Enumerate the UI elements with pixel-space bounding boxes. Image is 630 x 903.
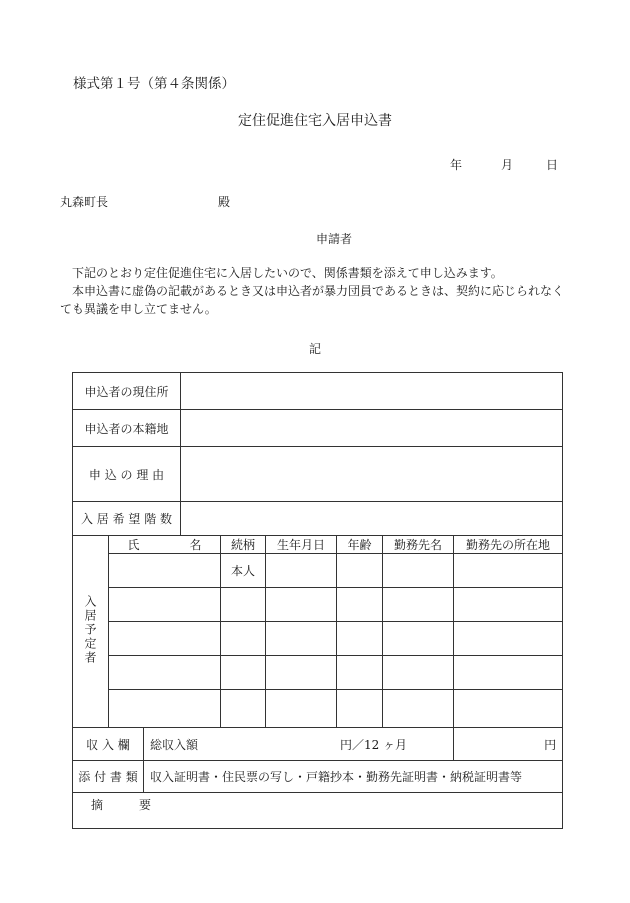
age-header: 年齢 [337, 536, 383, 554]
occupant-name-cell[interactable] [109, 588, 221, 622]
yen-label: 円 [454, 728, 563, 761]
occupant-name-cell[interactable] [109, 554, 221, 588]
occupant-employer-cell[interactable] [383, 656, 454, 690]
occupant-employer-address-cell[interactable] [454, 656, 563, 690]
occupant-birthdate-cell[interactable] [266, 588, 337, 622]
body-text [60, 264, 570, 318]
attachments-label: 添 付 書 類 [73, 761, 144, 793]
occupant-employer-address-cell[interactable] [454, 588, 563, 622]
reason-label: 申 込 の 理 由 [73, 447, 181, 502]
occupant-employer-address-cell[interactable] [454, 554, 563, 588]
date-year-label: 年 [450, 158, 463, 172]
date-month-label: 月 [501, 158, 514, 172]
application-table [72, 372, 563, 829]
paragraph-application: 下記のとおり定住促進住宅に入居したいので、関係書類を添えて申し込みます。 [72, 266, 503, 280]
form-number: 様式第１号（第４条関係） [73, 76, 235, 92]
name-header [109, 536, 221, 554]
paragraph-declaration: 本申込書に虚偽の記載があるとき又は申込者が暴力団員であるときは、契約に応じられなくても異議を申し立てません。 [60, 284, 565, 316]
occupant-relation-cell[interactable] [221, 690, 266, 728]
occupant-age-cell[interactable] [337, 690, 383, 728]
total-income-label: 総収入額 [150, 737, 199, 752]
registered-domicile-label: 申込者の本籍地 [73, 410, 181, 447]
occupant-birthdate-cell[interactable] [266, 690, 337, 728]
occupant-employer-cell[interactable] [383, 690, 454, 728]
remarks-field[interactable] [73, 793, 563, 829]
occupant-employer-cell[interactable] [383, 554, 454, 588]
occupant-relation-cell[interactable] [221, 622, 266, 656]
occupant-name-cell[interactable] [109, 690, 221, 728]
name-header-1: 氏 [127, 538, 140, 552]
page-title: 定住促進住宅入居申込書 [238, 113, 392, 129]
applicant-label: 申請者 [316, 232, 353, 246]
occupants-label: 入居予定者 [83, 595, 97, 665]
birthdate-header: 生年月日 [266, 536, 337, 554]
occupant-age-cell[interactable] [337, 622, 383, 656]
honorific: 殿 [218, 195, 231, 209]
occupant-relation-cell[interactable] [221, 656, 266, 690]
ki-heading: 記 [308, 342, 321, 356]
occupant-relation-cell[interactable]: 本人 [221, 554, 266, 588]
desired-floor-field[interactable] [181, 502, 563, 536]
income-field[interactable] [144, 728, 454, 761]
occupant-age-cell[interactable] [337, 554, 383, 588]
desired-floor-label: 入 居 希 望 階 数 [73, 502, 181, 536]
occupant-birthdate-cell[interactable] [266, 656, 337, 690]
name-header-2: 名 [189, 538, 202, 552]
occupant-name-cell[interactable] [109, 656, 221, 690]
remarks-label-1: 摘 [91, 798, 104, 812]
occupant-age-cell[interactable] [337, 588, 383, 622]
attachments-value: 収入証明書・住民票の写し・戸籍抄本・勤務先証明書・納税証明書等 [144, 761, 563, 793]
occupant-employer-address-cell[interactable] [454, 622, 563, 656]
occupant-name-cell[interactable] [109, 622, 221, 656]
occupant-birthdate-cell[interactable] [266, 622, 337, 656]
employer-header: 勤務先名 [383, 536, 454, 554]
date-day-label: 日 [546, 158, 559, 172]
occupant-age-cell[interactable] [337, 656, 383, 690]
reason-field[interactable] [181, 447, 563, 502]
occupant-employer-cell[interactable] [383, 588, 454, 622]
occupant-birthdate-cell[interactable] [266, 554, 337, 588]
current-address-field[interactable] [181, 373, 563, 410]
occupant-employer-address-cell[interactable] [454, 690, 563, 728]
relation-header: 続柄 [221, 536, 266, 554]
registered-domicile-field[interactable] [181, 410, 563, 447]
per-12-months-label: 円／12 ヶ月 [339, 737, 408, 752]
income-label: 収 入 欄 [73, 728, 144, 761]
occupants-label-cell [73, 536, 109, 728]
remarks-label-2: 要 [139, 798, 152, 812]
addressee: 丸森町長 [60, 195, 109, 209]
employer-address-header: 勤務先の所在地 [454, 536, 563, 554]
occupant-relation-cell[interactable] [221, 588, 266, 622]
occupant-employer-cell[interactable] [383, 622, 454, 656]
current-address-label: 申込者の現住所 [73, 373, 181, 410]
